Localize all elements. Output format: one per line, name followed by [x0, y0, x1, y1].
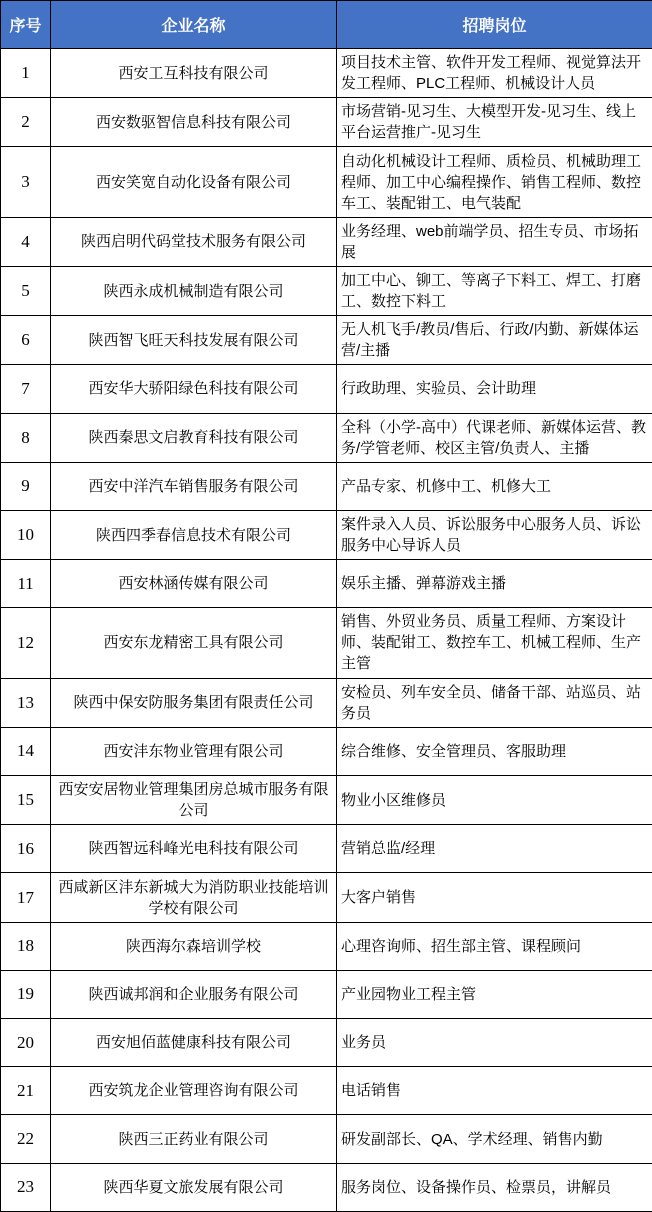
recruitment-positions: 电话销售 — [337, 1067, 652, 1115]
recruitment-positions: 业务员 — [337, 1019, 652, 1067]
company-name: 西安数驱智信息科技有限公司 — [51, 98, 337, 147]
table-row — [1, 825, 652, 873]
table-row — [1, 413, 652, 462]
table-row — [1, 727, 652, 775]
table-row — [1, 678, 652, 727]
row-number: 6 — [1, 316, 51, 365]
recruitment-positions: 项目技术主管、软件开发工程师、视觉算法开发工程师、PLC工程师、机械设计人员 — [337, 49, 652, 98]
row-number: 3 — [1, 147, 51, 217]
row-number: 23 — [1, 1163, 51, 1211]
row-number: 12 — [1, 608, 51, 678]
company-name: 西安笑宽自动化设备有限公司 — [51, 147, 337, 217]
table-row — [1, 365, 652, 413]
company-name: 西咸新区沣东新城大为消防职业技能培训学校有限公司 — [51, 873, 337, 922]
recruitment-positions: 自动化机械设计工程师、质检员、机械助理工程师、加工中心编程操作、销售工程师、数控车工、装配钳工、电气装配 — [337, 147, 652, 217]
company-name: 陕西永成机械制造有限公司 — [51, 266, 337, 315]
recruitment-positions: 产业园物业工程主管 — [337, 970, 652, 1018]
company-name: 陕西秦思文启教育科技有限公司 — [51, 413, 337, 462]
recruitment-positions: 业务经理、web前端学员、招生专员、市场拓展 — [337, 217, 652, 266]
company-name: 陕西四季春信息技术有限公司 — [51, 510, 337, 559]
table-row — [1, 608, 652, 678]
header-cell-positions: 招聘岗位 — [337, 1, 652, 49]
company-name: 西安旭佰蓝健康科技有限公司 — [51, 1019, 337, 1067]
table-row — [1, 1163, 652, 1211]
row-number: 8 — [1, 413, 51, 462]
company-name: 陕西海尔森培训学校 — [51, 922, 337, 970]
row-number: 9 — [1, 462, 51, 510]
row-number: 5 — [1, 266, 51, 315]
table-row — [1, 1115, 652, 1163]
recruitment-positions: 营销总监/经理 — [337, 825, 652, 873]
company-name: 陕西中保安防服务集团有限责任公司 — [51, 678, 337, 727]
recruitment-positions: 综合维修、安全管理员、客服助理 — [337, 727, 652, 775]
recruitment-positions: 安检员、列车安全员、储备干部、站巡员、站务员 — [337, 678, 652, 727]
table-row — [1, 970, 652, 1018]
recruitment-positions: 娱乐主播、弹幕游戏主播 — [337, 560, 652, 608]
row-number: 21 — [1, 1067, 51, 1115]
company-name: 西安中洋汽车销售服务有限公司 — [51, 462, 337, 510]
recruitment-positions: 物业小区维修员 — [337, 776, 652, 825]
row-number: 11 — [1, 560, 51, 608]
header-cell-index: 序号 — [1, 1, 51, 49]
table-row — [1, 510, 652, 559]
recruitment-positions: 市场营销-见习生、大模型开发-见习生、线上平台运营推广-见习生 — [337, 98, 652, 147]
table-row — [1, 462, 652, 510]
recruitment-positions: 销售、外贸业务员、质量工程师、方案设计师、装配钳工、数控车工、机械工程师、生产主管 — [337, 608, 652, 678]
recruitment-positions: 产品专家、机修中工、机修大工 — [337, 462, 652, 510]
row-number: 18 — [1, 922, 51, 970]
table-row — [1, 316, 652, 365]
row-number: 2 — [1, 98, 51, 147]
company-name: 陕西三正药业有限公司 — [51, 1115, 337, 1163]
company-name: 西安筑龙企业管理咨询有限公司 — [51, 1067, 337, 1115]
row-number: 14 — [1, 727, 51, 775]
company-name: 西安安居物业管理集团房总城市服务有限公司 — [51, 776, 337, 825]
recruitment-positions: 研发副部长、QA、学术经理、销售内勤 — [337, 1115, 652, 1163]
table-row — [1, 217, 652, 266]
company-name: 西安沣东物业管理有限公司 — [51, 727, 337, 775]
table-row — [1, 560, 652, 608]
company-name: 西安华大骄阳绿色科技有限公司 — [51, 365, 337, 413]
recruitment-positions: 行政助理、实验员、会计助理 — [337, 365, 652, 413]
row-number: 1 — [1, 49, 51, 98]
recruitment-positions: 服务岗位、设备操作员、检票员，讲解员 — [337, 1163, 652, 1211]
recruitment-positions: 全科（小学-高中）代课老师、新媒体运营、教务/学管老师、校区主管/负责人、主播 — [337, 413, 652, 462]
row-number: 13 — [1, 678, 51, 727]
row-number: 19 — [1, 970, 51, 1018]
table-row — [1, 1067, 652, 1115]
company-name: 陕西智飞旺天科技发展有限公司 — [51, 316, 337, 365]
table-row — [1, 776, 652, 825]
table-row — [1, 922, 652, 970]
company-name: 陕西智远科峰光电科技有限公司 — [51, 825, 337, 873]
table-row — [1, 1019, 652, 1067]
recruitment-positions: 案件录入人员、诉讼服务中心服务人员、诉讼服务中心导诉人员 — [337, 510, 652, 559]
company-name: 陕西诚邦润和企业服务有限公司 — [51, 970, 337, 1018]
row-number: 7 — [1, 365, 51, 413]
table-row — [1, 98, 652, 147]
recruitment-positions: 加工中心、铆工、等离子下料工、焊工、打磨工、数控下料工 — [337, 266, 652, 315]
table-header-row — [1, 1, 652, 49]
recruitment-positions: 心理咨询师、招生部主管、课程顾问 — [337, 922, 652, 970]
row-number: 16 — [1, 825, 51, 873]
company-name: 西安工互科技有限公司 — [51, 49, 337, 98]
row-number: 22 — [1, 1115, 51, 1163]
row-number: 15 — [1, 776, 51, 825]
row-number: 17 — [1, 873, 51, 922]
table-row — [1, 147, 652, 217]
table-row — [1, 49, 652, 98]
company-name: 陕西启明代码堂技术服务有限公司 — [51, 217, 337, 266]
company-name: 陕西华夏文旅发展有限公司 — [51, 1163, 337, 1211]
recruitment-positions: 无人机飞手/教员/售后、行政/内勤、新媒体运营/主播 — [337, 316, 652, 365]
table-row — [1, 873, 652, 922]
header-cell-company: 企业名称 — [51, 1, 337, 49]
table-body — [1, 49, 652, 1212]
recruitment-positions: 大客户销售 — [337, 873, 652, 922]
row-number: 4 — [1, 217, 51, 266]
table-row — [1, 266, 652, 315]
row-number: 10 — [1, 510, 51, 559]
company-name: 西安东龙精密工具有限公司 — [51, 608, 337, 678]
row-number: 20 — [1, 1019, 51, 1067]
company-name: 西安林涵传媒有限公司 — [51, 560, 337, 608]
